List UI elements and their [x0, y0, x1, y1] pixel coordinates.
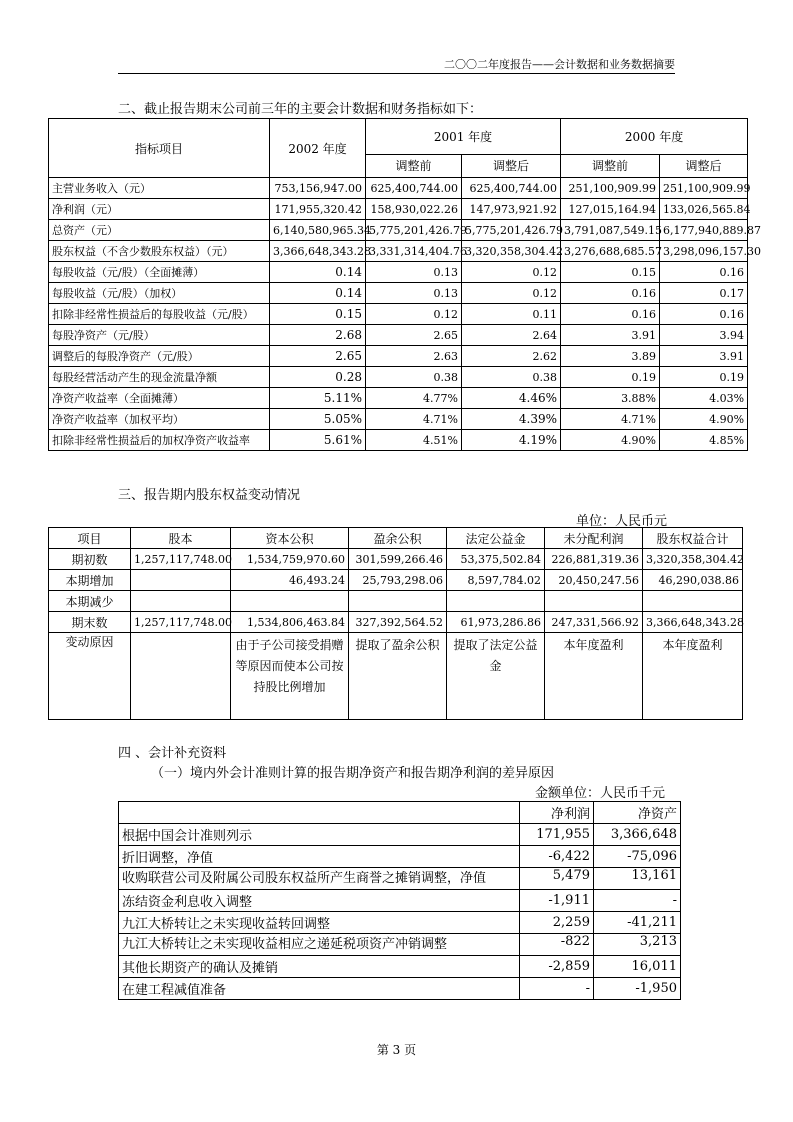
- equity-header-cell: 项目: [49, 528, 131, 549]
- gaap-value: 3,213: [594, 934, 681, 956]
- gaap-value: -75,096: [594, 846, 681, 868]
- indicator-value: 0.19: [660, 367, 748, 388]
- section3-title: 三、报告期内股东权益变动情况: [118, 488, 301, 503]
- indicator-value: 251,100,909.99: [561, 178, 660, 199]
- equity-row: [49, 612, 743, 633]
- indicator-value: 0.16: [561, 283, 660, 304]
- header-2000-before: 调整前: [561, 154, 660, 177]
- indicator-value: 0.14: [270, 262, 366, 283]
- indicator-value: 2.65: [270, 346, 366, 367]
- gaap-row: [119, 868, 681, 890]
- indicator-label: 股东权益（不含少数股东权益）（元）: [49, 241, 270, 262]
- indicator-value: 6,177,940,889.87: [660, 220, 748, 241]
- indicator-value: 0.15: [561, 262, 660, 283]
- equity-value: 3,320,358,304.42: [643, 549, 743, 570]
- gaap-row: [119, 978, 681, 1000]
- equity-value: [545, 591, 643, 612]
- equity-row-label: 本期减少: [49, 591, 131, 612]
- indicator-value: 0.14: [270, 283, 366, 304]
- indicator-row: [49, 199, 748, 220]
- indicator-value: 4.03%: [660, 388, 748, 409]
- indicator-label: 净利润（元）: [49, 199, 270, 220]
- indicator-value: 2.62: [462, 346, 561, 367]
- indicator-label: 调整后的每股净资产（元/股）: [49, 346, 270, 367]
- gaap-value: 3,366,648: [594, 824, 681, 846]
- gaap-value: -2,859: [520, 956, 594, 978]
- indicator-value: 3,366,648,343.28: [270, 241, 366, 262]
- gaap-value: 16,011: [594, 956, 681, 978]
- header-net-assets: 净资产: [594, 802, 681, 824]
- header-2000: 2000 年度: [561, 119, 748, 155]
- indicator-label: 扣除非经常性损益后的每股收益（元/股）: [49, 304, 270, 325]
- indicator-value: 3,331,314,404.76: [366, 241, 462, 262]
- equity-value: 61,973,286.86: [447, 612, 545, 633]
- equity-header-cell: 股东权益合计: [643, 528, 743, 549]
- financial-indicators-body: [49, 178, 761, 451]
- indicator-value: 4.71%: [561, 409, 660, 430]
- reason-welfare-fund: 提取了法定公益金: [447, 633, 545, 720]
- indicator-label: 总资产（元）: [49, 220, 270, 241]
- reason-surplus-reserve: 提取了盈余公积: [349, 633, 447, 720]
- gaap-value: 2,259: [520, 912, 594, 934]
- gaap-item-label: 九江大桥转让之未实现收益相应之递延税项资产冲销调整: [119, 934, 520, 956]
- indicator-value: 0.15: [270, 304, 366, 325]
- running-header: 二〇〇二年度报告——会计数据和业务数据摘要: [444, 58, 675, 71]
- equity-value: 8,597,784.02: [447, 570, 545, 591]
- equity-changes-body: [49, 549, 743, 633]
- equity-value: 327,392,564.52: [349, 612, 447, 633]
- indicator-label: 每股收益（元/股）（全面摊薄）: [49, 262, 270, 283]
- header-divider: [118, 73, 675, 74]
- header-item: 指标项目: [49, 119, 270, 178]
- gaap-item-label: 九江大桥转让之未实现收益转回调整: [119, 912, 520, 934]
- indicator-row: [49, 283, 748, 304]
- indicator-value: 2.65: [366, 325, 462, 346]
- equity-value: 1,534,759,970.60: [231, 549, 349, 570]
- equity-value: 301,599,266.46: [349, 549, 447, 570]
- equity-value: 46,290,038.86: [643, 570, 743, 591]
- indicator-value: 3.91: [561, 325, 660, 346]
- equity-value: 53,375,502.84: [447, 549, 545, 570]
- equity-row-label: 期初数: [49, 549, 131, 570]
- reason-total-equity: 本年度盈利: [643, 633, 743, 720]
- indicator-row: [49, 388, 748, 409]
- indicator-row: [49, 346, 748, 367]
- equity-reason-row: [49, 633, 743, 720]
- page-number: 第 3 页: [376, 1043, 417, 1057]
- indicator-value: 3.91: [660, 346, 748, 367]
- indicator-value: 0.16: [561, 304, 660, 325]
- gaap-row: [119, 956, 681, 978]
- equity-value: [131, 570, 231, 591]
- section3-unit: 单位：人民币元: [576, 514, 668, 529]
- equity-value: 1,534,806,463.84: [231, 612, 349, 633]
- header-2000-after: 调整后: [660, 154, 748, 177]
- indicator-value: 625,400,744.00: [462, 178, 561, 199]
- indicator-label: 主营业务收入（元）: [49, 178, 270, 199]
- equity-value: [447, 591, 545, 612]
- indicator-value: 0.16: [660, 304, 748, 325]
- section2-title: 二、截止报告期末公司前三年的主要会计数据和财务指标如下：: [118, 102, 483, 117]
- indicator-value: 147,973,921.92: [462, 199, 561, 220]
- indicator-value: 5.61%: [270, 430, 366, 451]
- indicator-value: 0.38: [366, 367, 462, 388]
- indicator-row: [49, 325, 748, 346]
- equity-header-cell: 资本公积: [231, 528, 349, 549]
- indicator-value: 0.12: [462, 262, 561, 283]
- gaap-row: [119, 890, 681, 912]
- indicator-value: 3.88%: [561, 388, 660, 409]
- gaap-header-blank: [119, 802, 520, 824]
- section4-unit: 金额单位：人民币千元: [535, 786, 666, 801]
- indicator-value: 5.11%: [270, 388, 366, 409]
- indicator-value: 251,100,909.99: [660, 178, 748, 199]
- indicator-value: 3,320,358,304.42: [462, 241, 561, 262]
- equity-changes-table: [48, 527, 743, 720]
- gaap-value: 13,161: [594, 868, 681, 890]
- indicator-row: [49, 220, 748, 241]
- gaap-item-label: 收购联营公司及附属公司股东权益所产生商誉之摊销调整，净值: [119, 868, 520, 890]
- gaap-item-label: 在建工程减值准备: [119, 978, 520, 1000]
- gaap-item-label: 冻结资金利息收入调整: [119, 890, 520, 912]
- header-2001: 2001 年度: [366, 119, 561, 155]
- equity-row-label: 本期增加: [49, 570, 131, 591]
- indicator-value: 4.77%: [366, 388, 462, 409]
- gaap-value: -1,911: [520, 890, 594, 912]
- header-net-profit: 净利润: [520, 802, 594, 824]
- reason-retained-earnings: 本年度盈利: [545, 633, 643, 720]
- indicator-label: 每股净资产（元/股）: [49, 325, 270, 346]
- indicator-row: [49, 409, 748, 430]
- gaap-item-label: 其他长期资产的确认及摊销: [119, 956, 520, 978]
- indicator-value: 6,140,580,965.34: [270, 220, 366, 241]
- gaap-differences-body: [119, 824, 681, 1000]
- gaap-row: [119, 824, 681, 846]
- indicator-row: [49, 304, 748, 325]
- indicator-value: 4.90%: [561, 430, 660, 451]
- indicator-value: 2.68: [270, 325, 366, 346]
- gaap-row: [119, 846, 681, 868]
- indicator-value: 0.12: [366, 304, 462, 325]
- equity-row: [49, 591, 743, 612]
- header-2001-after: 调整后: [462, 154, 561, 177]
- indicator-value: 0.16: [660, 262, 748, 283]
- indicator-label: 扣除非经常性损益后的加权净资产收益率: [49, 430, 270, 451]
- gaap-value: 171,955: [520, 824, 594, 846]
- indicator-value: 4.46%: [462, 388, 561, 409]
- indicator-value: 0.38: [462, 367, 561, 388]
- gaap-value: 5,479: [520, 868, 594, 890]
- indicator-value: 625,400,744.00: [366, 178, 462, 199]
- indicator-value: 5,775,201,426.79: [366, 220, 462, 241]
- indicator-value: 127,015,164.94: [561, 199, 660, 220]
- indicator-value: 3.94: [660, 325, 748, 346]
- equity-value: [131, 591, 231, 612]
- gaap-item-label: 根据中国会计准则列示: [119, 824, 520, 846]
- indicator-value: 0.28: [270, 367, 366, 388]
- equity-value: 247,331,566.92: [545, 612, 643, 633]
- indicator-value: 2.63: [366, 346, 462, 367]
- indicator-value: 753,156,947.00: [270, 178, 366, 199]
- reason-capital-reserve: 由于子公司接受捐赠等原因而使本公司按持股比例增加: [231, 633, 349, 720]
- indicator-row: [49, 178, 748, 199]
- equity-header-cell: 股本: [131, 528, 231, 549]
- indicator-value: 0.19: [561, 367, 660, 388]
- gaap-row: [119, 934, 681, 956]
- indicator-value: 5,775,201,426.79: [462, 220, 561, 241]
- gaap-value: -: [594, 890, 681, 912]
- indicator-value: 0.13: [366, 283, 462, 304]
- equity-header-row: [49, 528, 743, 549]
- indicator-row: [49, 367, 748, 388]
- indicator-value: 4.39%: [462, 409, 561, 430]
- indicator-value: 4.19%: [462, 430, 561, 451]
- equity-value: [349, 591, 447, 612]
- equity-value: 3,366,648,343.28: [643, 612, 743, 633]
- indicator-value: 4.90%: [660, 409, 748, 430]
- indicator-row: [49, 262, 748, 283]
- indicator-value: 158,930,022.26: [366, 199, 462, 220]
- indicator-label: 每股收益（元/股）（加权）: [49, 283, 270, 304]
- reason-share-capital: [131, 633, 231, 720]
- header-2002: 2002 年度: [270, 119, 366, 178]
- indicator-value: 0.17: [660, 283, 748, 304]
- equity-row-label: 期末数: [49, 612, 131, 633]
- section4-subtitle: （一）境内外会计准则计算的报告期净资产和报告期净利润的差异原因: [151, 766, 555, 781]
- equity-row: [49, 549, 743, 570]
- gaap-item-label: 折旧调整，净值: [119, 846, 520, 868]
- equity-value: 1,257,117,748.00: [131, 612, 231, 633]
- indicator-value: 3,298,096,157.30: [660, 241, 748, 262]
- gaap-differences-table: [118, 801, 681, 1000]
- financial-indicators-table: [48, 118, 761, 451]
- indicator-value: 3,276,688,685.57: [561, 241, 660, 262]
- indicator-row: [49, 241, 748, 262]
- gaap-value: -1,950: [594, 978, 681, 1000]
- equity-row: [49, 570, 743, 591]
- indicator-value: 2.64: [462, 325, 561, 346]
- equity-value: 1,257,117,748.00: [131, 549, 231, 570]
- indicator-value: 5.05%: [270, 409, 366, 430]
- equity-value: [231, 591, 349, 612]
- indicator-label: 每股经营活动产生的现金流量净额: [49, 367, 270, 388]
- equity-header-cell: 未分配利润: [545, 528, 643, 549]
- indicator-value: 0.12: [462, 283, 561, 304]
- indicator-value: 0.13: [366, 262, 462, 283]
- indicator-row: [49, 430, 748, 451]
- equity-value: 46,493.24: [231, 570, 349, 591]
- equity-value: 20,450,247.56: [545, 570, 643, 591]
- indicator-value: 133,026,565.84: [660, 199, 748, 220]
- equity-value: 226,881,319.36: [545, 549, 643, 570]
- indicator-value: 4.51%: [366, 430, 462, 451]
- indicator-value: 0.11: [462, 304, 561, 325]
- equity-value: [643, 591, 743, 612]
- equity-value: 25,793,298.06: [349, 570, 447, 591]
- equity-header-cell: 法定公益金: [447, 528, 545, 549]
- equity-header-cell: 盈余公积: [349, 528, 447, 549]
- header-2001-before: 调整前: [366, 154, 462, 177]
- gaap-value: -: [520, 978, 594, 1000]
- indicator-value: 3.89: [561, 346, 660, 367]
- gaap-value: -6,422: [520, 846, 594, 868]
- indicator-value: 171,955,320.42: [270, 199, 366, 220]
- indicator-value: 4.71%: [366, 409, 462, 430]
- gaap-value: -41,211: [594, 912, 681, 934]
- indicator-label: 净资产收益率（全面摊薄）: [49, 388, 270, 409]
- gaap-value: -822: [520, 934, 594, 956]
- gaap-row: [119, 912, 681, 934]
- indicator-value: 4.85%: [660, 430, 748, 451]
- reason-label: 变动原因: [49, 633, 131, 720]
- indicator-label: 净资产收益率（加权平均）: [49, 409, 270, 430]
- section4-title: 四 、会计补充资料: [118, 746, 227, 761]
- indicator-value: 3,791,087,549.15: [561, 220, 660, 241]
